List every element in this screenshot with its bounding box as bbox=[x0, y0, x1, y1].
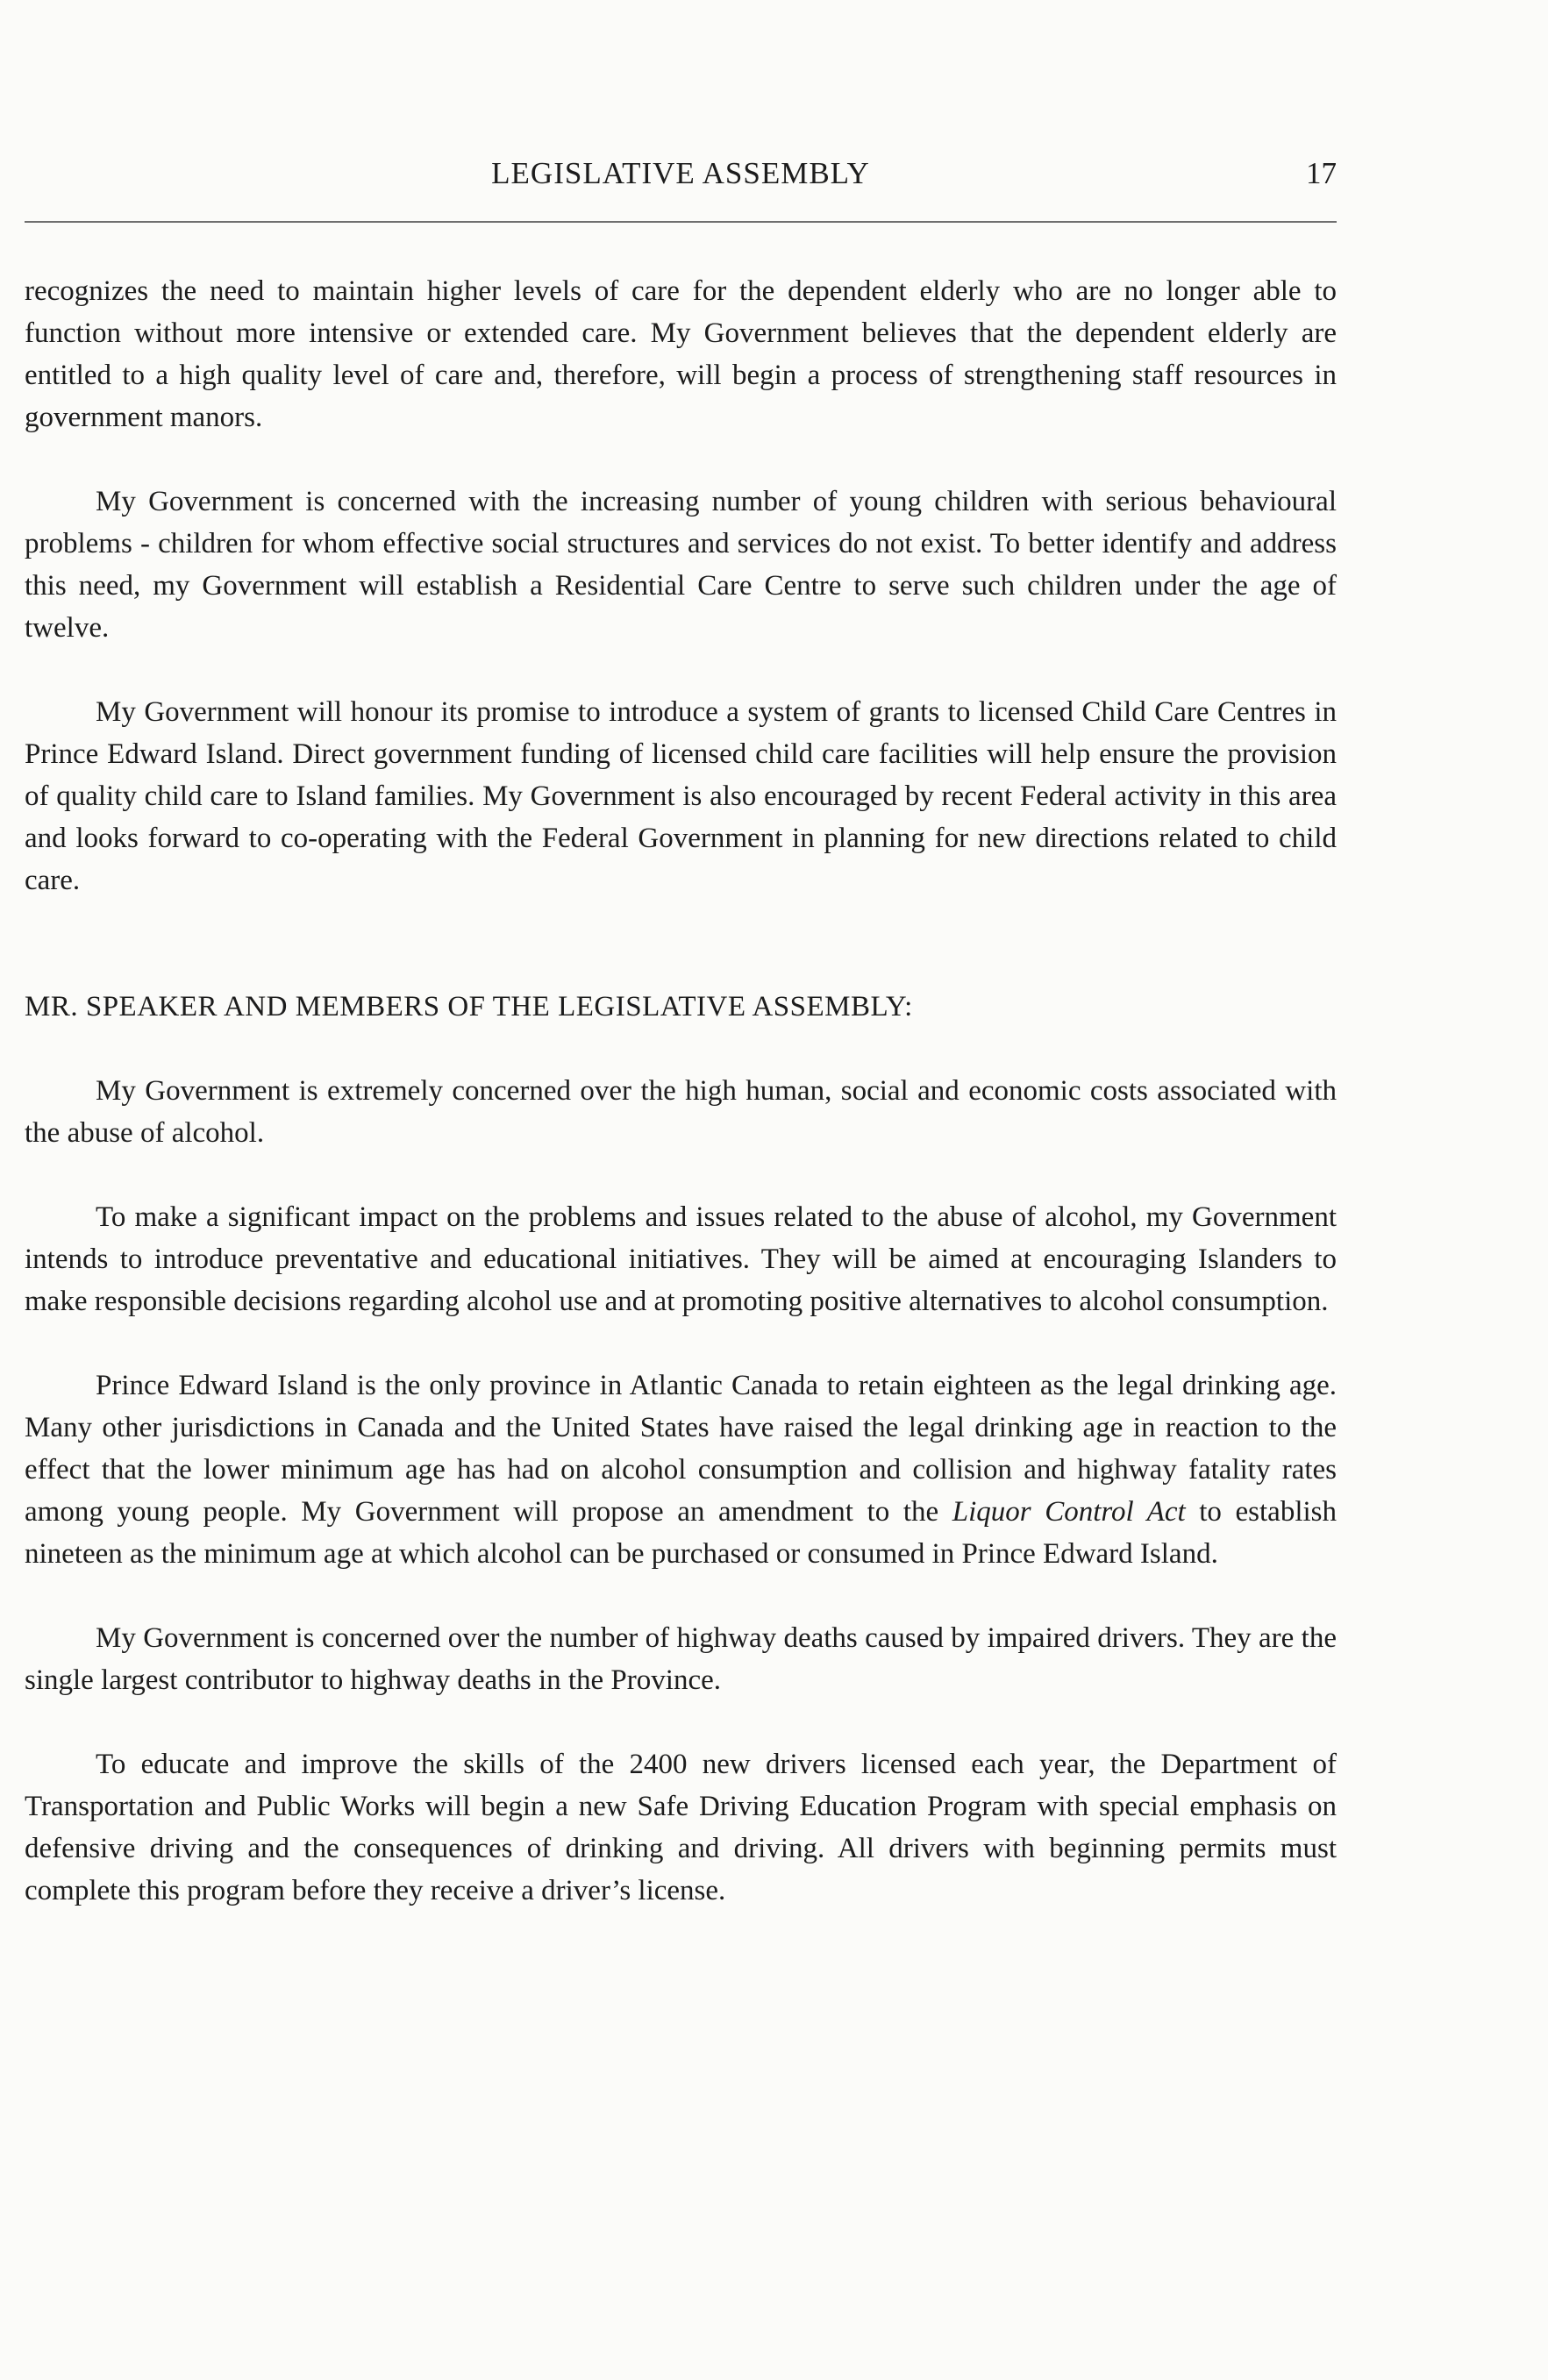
paragraph-child-care-grants: My Government will honour its promise to introduce a system of grants to licensed Child Care Centres in Prince Edward Island. Direct government funding of licensed child care facilities will help ensure the provision of quality child care to Island families. My Government is also encouraged by recent Federal activity in this area and looks forward to co-operating with the Federal Government in planning for new directions related to child care. bbox=[25, 696, 1337, 896]
drinking-age-text-before: Prince Edward Island is the only province in Atlantic Canada to retain eighteen as the legal drinking age. Many other jurisdictions in Canada and the United States have raised the legal drinking age in reaction to the effect that the lower minimum age has had on alcohol consumption and collision and highway fatality rates among young people. My Government will propose an amendment to the bbox=[25, 1370, 1337, 1528]
page-number: 17 bbox=[1306, 156, 1337, 190]
document-page bbox=[25, 0, 1337, 2380]
header-rule bbox=[25, 221, 1337, 223]
paragraph-impaired-drivers: My Government is concerned over the number of highway deaths caused by impaired drivers. They are the single largest contributor to highway deaths in the Province. bbox=[25, 1622, 1337, 1696]
act-title: Liquor Control Act bbox=[952, 1496, 1186, 1528]
paragraph-alcohol-initiatives: To make a significant impact on the problems and issues related to the abuse of alcohol, my Government intends to introduce preventative and educational initiatives. They will be aimed at encouraging Islanders to make responsible decisions regarding alcohol use and at promoting positive alternatives to alcohol consumption. bbox=[25, 1201, 1337, 1317]
page-header bbox=[25, 147, 1337, 200]
paragraph-children-care: My Government is concerned with the increasing number of young children with serious behavioural problems - children for whom effective social structures and services do not exist. To better identify and address this need, my Government will establish a Residential Care Centre to serve such children under the age of twelve. bbox=[25, 486, 1337, 644]
paragraph-drinking-age bbox=[25, 1365, 1337, 1575]
drinking-age-text-after: to establish nineteen as the minimum age at which alcohol can be purchased or consumed in Prince Edward Island. bbox=[25, 1496, 1337, 1570]
paragraph-alcohol-costs: My Government is extremely concerned over the high human, social and economic costs associated with the abuse of alcohol. bbox=[25, 1075, 1337, 1149]
running-head-title: LEGISLATIVE ASSEMBLY bbox=[491, 156, 870, 190]
paragraph-continued: recognizes the need to maintain higher levels of care for the dependent elderly who are no longer able to function without more intensive or extended care. My Government believes that the dependent elderly are entitled to a high quality level of care and, therefore, will begin a process of strengthening staff resources in government manors. bbox=[25, 275, 1337, 433]
paragraph-driver-education: To educate and improve the skills of the 2400 new drivers licensed each year, the Department of Transportation and Public Works will begin a new Safe Driving Education Program with special emphasis on defensive driving and the consequences of drinking and driving. All drivers with beginning permits must complete this program before they receive a driver’s license. bbox=[25, 1749, 1337, 1906]
section-heading: MR. SPEAKER AND MEMBERS OF THE LEGISLATIVE ASSEMBLY: bbox=[25, 991, 913, 1023]
body-text bbox=[25, 270, 1337, 1912]
